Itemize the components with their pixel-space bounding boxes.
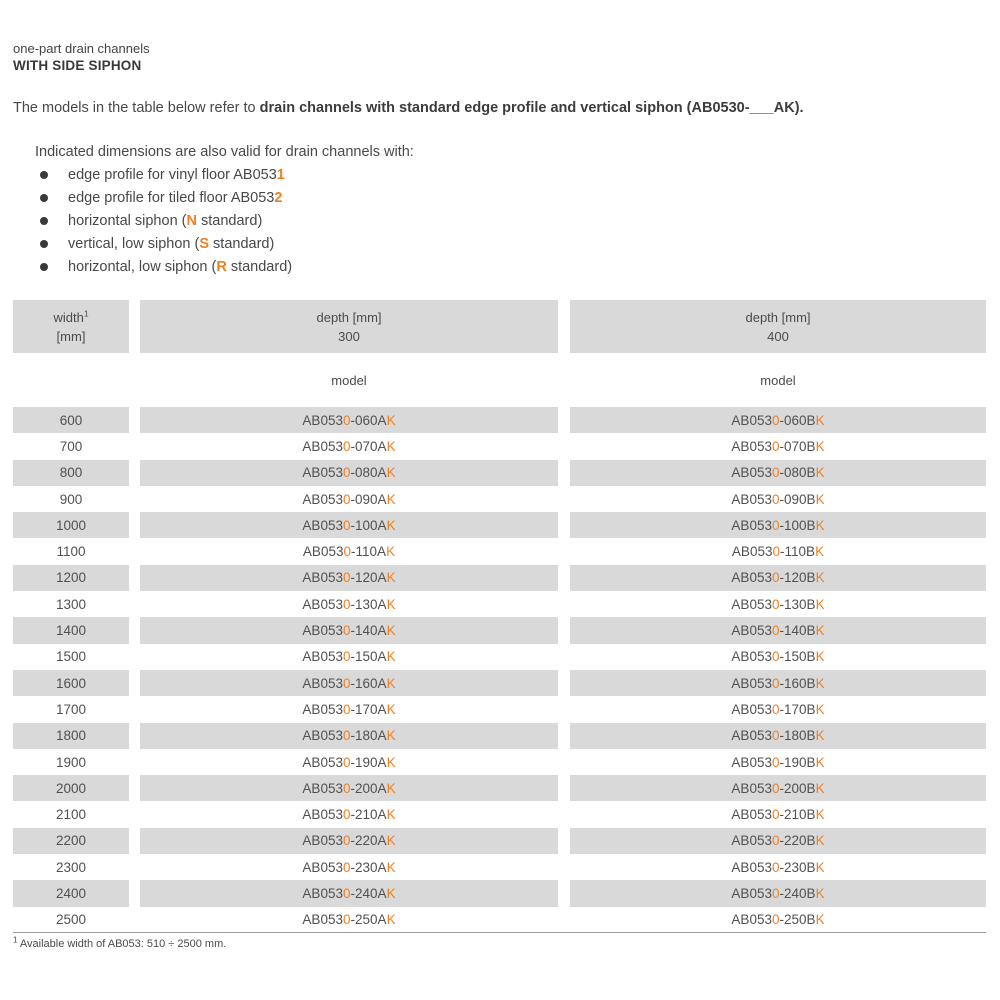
bullet-dot-icon xyxy=(40,217,48,225)
model-accent-char: 0 xyxy=(771,491,780,507)
model-accent-char: 0 xyxy=(342,780,351,796)
bullet-list xyxy=(40,163,292,279)
table-row xyxy=(13,565,986,591)
bullet-dot-icon xyxy=(40,171,48,179)
width-cell: 1400 xyxy=(13,617,129,643)
model-accent-char: K xyxy=(386,465,396,481)
model-accent-char: 0 xyxy=(771,438,780,454)
width-cell: 2400 xyxy=(13,880,129,906)
model-accent-char: 0 xyxy=(771,675,780,691)
table-header-depth-400 xyxy=(570,300,986,353)
model-accent-char: 0 xyxy=(771,701,780,717)
model-accent-char: 0 xyxy=(342,465,351,481)
width-cell: 1100 xyxy=(56,544,86,560)
model-accent-char: 0 xyxy=(771,728,780,744)
model-accent-char: K xyxy=(386,649,396,665)
model-cell-depth-300: AB053 0 -120A K xyxy=(140,565,558,591)
model-label-300: model xyxy=(331,372,367,388)
model-cell-depth-400: AB053 0 -220B K xyxy=(570,828,986,854)
width-cell: 1700 xyxy=(55,701,87,717)
model-accent-char: K xyxy=(386,833,396,849)
model-accent-char: K xyxy=(815,728,825,744)
width-cell: 1500 xyxy=(55,649,87,665)
model-accent-char: K xyxy=(815,544,825,560)
model-cell-depth-300: AB053 0 -210A K xyxy=(302,807,396,823)
model-accent-char: 0 xyxy=(771,807,780,823)
table-row xyxy=(13,460,986,486)
table-row xyxy=(13,880,986,906)
model-accent-char: 0 xyxy=(342,517,351,533)
model-accent-char: 0 xyxy=(342,859,351,875)
model-accent-char: K xyxy=(386,596,396,612)
table-row xyxy=(13,591,986,617)
table-row xyxy=(13,538,986,564)
model-accent-char: 0 xyxy=(771,465,780,481)
intro-text: -___A xyxy=(744,100,785,116)
model-cell-depth-300: AB053 0 -110A K xyxy=(302,544,396,560)
width-cell: 2100 xyxy=(55,807,87,823)
model-accent-char: K xyxy=(386,412,396,428)
table-header-width xyxy=(13,300,129,353)
bullet-text: vertical, low siphon (S standard) xyxy=(68,236,275,253)
model-cell-depth-400: AB053 0 -080B K xyxy=(570,460,986,486)
model-accent-char: 0 xyxy=(342,596,351,612)
footnote xyxy=(13,935,227,950)
model-accent-char: K xyxy=(815,859,825,875)
model-cell-depth-400: AB053 0 -060B K xyxy=(570,407,986,433)
model-accent-char: K xyxy=(815,623,825,639)
model-accent-char: K xyxy=(815,465,825,481)
model-cell-depth-300: AB053 0 -140A K xyxy=(140,617,558,643)
table-row xyxy=(13,670,986,696)
model-accent-char: 0 xyxy=(771,517,780,533)
model-cell-depth-400: AB053 0 -160B K xyxy=(570,670,986,696)
table-row xyxy=(13,407,986,433)
model-accent-char: K xyxy=(815,807,825,823)
bullet-accent-char: R xyxy=(216,259,227,276)
model-accent-char: 0 xyxy=(771,780,780,796)
width-cell: 700 xyxy=(59,438,83,454)
footnote-sup: 1 xyxy=(13,935,18,945)
model-accent-char: K xyxy=(386,570,396,586)
model-cell-depth-400: AB053 0 -170B K xyxy=(731,701,825,717)
table-row xyxy=(13,801,986,827)
bullet-accent-char: 1 xyxy=(276,166,285,183)
table-row xyxy=(13,775,986,801)
model-accent-char: 0 xyxy=(342,885,351,901)
model-cell-depth-400: AB053 0 -120B K xyxy=(570,565,986,591)
width-cell: 1300 xyxy=(55,596,87,612)
bullet-dot-icon xyxy=(40,240,48,248)
model-accent-char: K xyxy=(386,780,396,796)
model-accent-char: 0 xyxy=(342,649,351,665)
bullet-accent-char: N xyxy=(186,212,197,229)
table-row xyxy=(13,907,986,933)
width-cell: 1200 xyxy=(13,565,129,591)
model-accent-char: K xyxy=(815,570,825,586)
model-cell-depth-300: AB053 0 -130A K xyxy=(302,596,396,612)
model-label-400: model xyxy=(760,372,796,388)
model-accent-char: 0 xyxy=(342,701,351,717)
depth-label: depth [mm] xyxy=(316,309,382,325)
model-cell-depth-400: AB053 0 -140B K xyxy=(570,617,986,643)
page-title: WITH SIDE SIPHON xyxy=(13,58,142,73)
table-header-width-unit: [mm] xyxy=(56,328,86,344)
footnote-text: Available width of AB053: 510 ÷ 2500 mm. xyxy=(17,938,227,950)
model-accent-char: K xyxy=(386,754,396,770)
model-accent-char: 0 xyxy=(771,412,780,428)
model-accent-char: K xyxy=(386,859,396,875)
model-cell-depth-400: AB053 0 -240B K xyxy=(570,880,986,906)
model-cell-depth-300: AB053 0 -150A K xyxy=(302,649,396,665)
width-cell: 600 xyxy=(13,407,129,433)
table-row xyxy=(13,433,986,459)
model-cell-depth-400: AB053 0 -200B K xyxy=(570,775,986,801)
model-accent-char: K xyxy=(386,623,396,639)
model-cell-depth-400: AB053 0 -190B K xyxy=(731,754,825,770)
table-row xyxy=(13,723,986,749)
model-accent-char: 0 xyxy=(771,649,780,665)
width-cell: 2200 xyxy=(13,828,129,854)
model-accent-char: 0 xyxy=(342,570,351,586)
model-cell-depth-300: AB053 0 -070A K xyxy=(302,438,396,454)
model-cell-depth-400: AB053 0 -250B K xyxy=(731,912,825,928)
width-cell: 2300 xyxy=(55,859,87,875)
depth-value: 300 xyxy=(338,328,360,344)
bullet-item xyxy=(40,186,292,209)
model-accent-char: 0 xyxy=(342,675,351,691)
page-subtitle: one-part drain channels xyxy=(13,41,150,56)
model-accent-char: 0 xyxy=(771,912,780,928)
model-cell-depth-400: AB053 0 -150B K xyxy=(731,649,825,665)
model-accent-char: K xyxy=(386,885,396,901)
model-accent-char: K xyxy=(386,807,396,823)
width-cell: 800 xyxy=(13,460,129,486)
model-accent-char: 0 xyxy=(342,807,351,823)
model-accent-char: K xyxy=(386,491,396,507)
model-accent-char: K xyxy=(815,885,825,901)
model-cell-depth-300: AB053 0 -190A K xyxy=(302,754,396,770)
width-cell: 2000 xyxy=(13,775,129,801)
intro-text: drain channels with standard edge profile and vertical siphon (AB053 xyxy=(259,100,737,116)
model-cell-depth-400: AB053 0 -130B K xyxy=(731,596,825,612)
intro-text: The models in the table below refer to xyxy=(13,100,260,116)
intro-accent-text: 0 xyxy=(736,100,745,116)
table-row xyxy=(13,617,986,643)
model-accent-char: K xyxy=(386,912,396,928)
table-row xyxy=(13,644,986,670)
model-accent-char: K xyxy=(386,438,396,454)
model-accent-char: K xyxy=(815,912,825,928)
model-accent-char: K xyxy=(815,596,825,612)
model-accent-char: 0 xyxy=(342,833,351,849)
model-accent-char: 0 xyxy=(342,728,351,744)
bullet-item xyxy=(40,163,292,186)
width-cell: 1900 xyxy=(55,754,87,770)
model-cell-depth-400: AB053 0 -230B K xyxy=(731,859,825,875)
subheader-empty-cell xyxy=(13,353,129,407)
table-header-depth-300 xyxy=(140,300,558,353)
table-subheader-row xyxy=(13,353,986,407)
model-accent-char: K xyxy=(815,438,825,454)
model-cell-depth-300: AB053 0 -220A K xyxy=(140,828,558,854)
intro-accent-text: K xyxy=(784,100,795,116)
bullet-text: edge profile for vinyl floor AB0531 xyxy=(68,166,285,183)
model-cell-depth-300: AB053 0 -250A K xyxy=(302,912,396,928)
model-accent-char: K xyxy=(815,517,825,533)
intro-paragraph xyxy=(13,100,804,116)
model-accent-char: K xyxy=(386,517,396,533)
model-accent-char: 0 xyxy=(771,754,780,770)
bullet-item xyxy=(40,233,292,256)
width-cell: 1600 xyxy=(13,670,129,696)
model-accent-char: 0 xyxy=(342,412,351,428)
table-header-row xyxy=(13,300,986,353)
table-row xyxy=(13,486,986,512)
model-cell-depth-300: AB053 0 -080A K xyxy=(140,460,558,486)
table-header-width-label: width$^1$ xyxy=(53,308,89,325)
model-cell-depth-400: AB053 0 -210B K xyxy=(731,807,825,823)
model-accent-char: K xyxy=(386,544,396,560)
model-accent-char: 0 xyxy=(771,833,780,849)
bullet-text: edge profile for tiled floor AB0532 xyxy=(68,189,283,206)
model-accent-char: 0 xyxy=(771,596,780,612)
model-accent-char: 0 xyxy=(342,912,351,928)
model-cell-depth-300: AB053 0 -100A K xyxy=(140,512,558,538)
model-cell-depth-400: AB053 0 -100B K xyxy=(570,512,986,538)
model-cell-depth-400: AB053 0 -090B K xyxy=(731,491,825,507)
model-accent-char: 0 xyxy=(342,438,351,454)
model-accent-char: 0 xyxy=(771,885,780,901)
model-accent-char: 0 xyxy=(771,570,780,586)
model-accent-char: K xyxy=(815,491,825,507)
model-accent-char: 0 xyxy=(342,623,351,639)
bullet-accent-char: 2 xyxy=(274,189,283,206)
width-cell: 2500 xyxy=(55,912,87,928)
model-accent-char: 0 xyxy=(771,623,780,639)
model-cell-depth-300: AB053 0 -200A K xyxy=(140,775,558,801)
model-accent-char: 0 xyxy=(772,544,780,560)
bullet-text: horizontal, low siphon (R standard) xyxy=(68,259,293,276)
table-row xyxy=(13,828,986,854)
table-row xyxy=(13,749,986,775)
model-cell-depth-300: AB053 0 -170A K xyxy=(302,701,396,717)
model-accent-char: 0 xyxy=(343,544,351,560)
model-cell-depth-300: AB053 0 -230A K xyxy=(302,859,396,875)
model-cell-depth-300: AB053 0 -240A K xyxy=(140,880,558,906)
model-cell-depth-300: AB053 0 -160A K xyxy=(140,670,558,696)
model-accent-char: K xyxy=(815,649,825,665)
models-table xyxy=(13,300,986,933)
model-cell-depth-300: AB053 0 -060A K xyxy=(140,407,558,433)
width-cell: 1800 xyxy=(13,723,129,749)
model-cell-depth-300: AB053 0 -090A K xyxy=(302,491,396,507)
table-row xyxy=(13,696,986,722)
bullet-dot-icon xyxy=(40,194,48,202)
model-accent-char: K xyxy=(815,412,825,428)
model-accent-char: K xyxy=(815,780,825,796)
intro-text: ). xyxy=(794,100,804,116)
model-accent-char: K xyxy=(386,728,396,744)
bullet-accent-char: S xyxy=(199,236,210,253)
model-accent-char: K xyxy=(386,675,396,691)
footnote-divider xyxy=(13,932,986,933)
model-accent-char: 0 xyxy=(342,491,351,507)
model-cell-depth-400: AB053 0 -070B K xyxy=(731,438,825,454)
bullet-dot-icon xyxy=(40,263,48,271)
bullet-item xyxy=(40,256,292,279)
width-cell: 900 xyxy=(59,491,83,507)
table-body xyxy=(13,407,986,933)
depth-value: 400 xyxy=(767,328,789,344)
list-intro: Indicated dimensions are also valid for drain channels with: xyxy=(35,144,414,160)
model-accent-char: K xyxy=(815,833,825,849)
model-accent-char: K xyxy=(386,701,396,717)
model-cell-depth-300: AB053 0 -180A K xyxy=(140,723,558,749)
model-accent-char: 0 xyxy=(771,859,780,875)
model-accent-char: 0 xyxy=(342,754,351,770)
table-row xyxy=(13,854,986,880)
width-cell: 1000 xyxy=(13,512,129,538)
model-accent-char: K xyxy=(815,701,825,717)
table-row xyxy=(13,512,986,538)
model-accent-char: K xyxy=(815,754,825,770)
bullet-text: horizontal siphon (N standard) xyxy=(68,212,263,229)
model-accent-char: K xyxy=(815,675,825,691)
depth-label: depth [mm] xyxy=(745,309,811,325)
bullet-item xyxy=(40,209,292,232)
model-cell-depth-400: AB053 0 -110B K xyxy=(731,544,825,560)
model-cell-depth-400: AB053 0 -180B K xyxy=(570,723,986,749)
